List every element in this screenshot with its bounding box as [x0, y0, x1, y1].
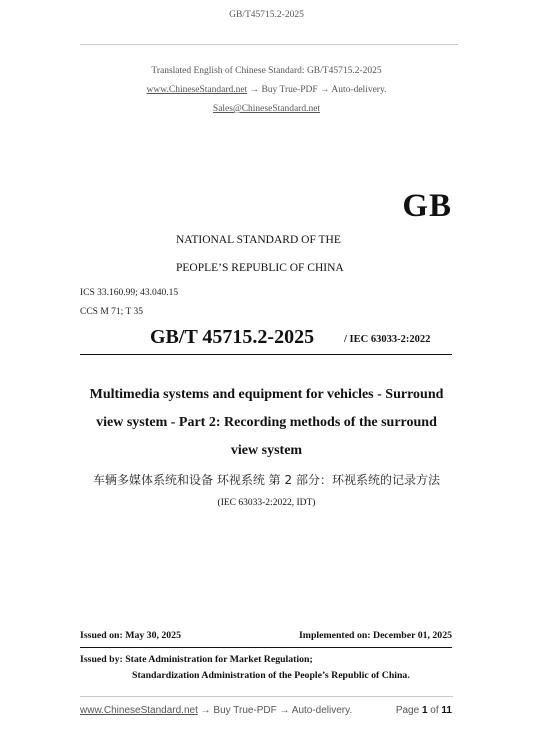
- footer-site-link[interactable]: www.ChineseStandard.net: [80, 705, 198, 716]
- issued-by-line-1: Issued by: State Administration for Market Regulation;: [80, 654, 313, 665]
- promo-line-2-text: → Buy True-PDF → Auto-delivery.: [247, 85, 387, 95]
- national-standard-line-1: NATIONAL STANDARD OF THE: [176, 234, 341, 246]
- promo-line-1: Translated English of Chinese Standard: GB/T45715.2-2025: [151, 66, 382, 76]
- idt-reference: (IEC 63033-2:2022, IDT): [217, 498, 316, 508]
- page-of: of: [430, 705, 439, 716]
- page-total: 11: [441, 705, 452, 716]
- standard-number: GB/T 45715.2-2025: [150, 326, 315, 348]
- standard-number-rule: [80, 354, 452, 355]
- gb-logo: GB: [402, 188, 452, 224]
- page-current: 1: [421, 705, 428, 716]
- issued-on: Issued on: May 30, 2025: [80, 630, 181, 641]
- header-doc-code: GB/T45715.2-2025: [229, 10, 304, 20]
- implemented-on: Implemented on: December 01, 2025: [298, 630, 452, 641]
- promo-line-3: [0, 104, 533, 114]
- footer-promo: [80, 705, 352, 716]
- promo-site-link[interactable]: www.ChineseStandard.net: [146, 85, 248, 95]
- title-en-line-2: view system - Part 2: Recording methods of the surround: [96, 415, 437, 430]
- iec-reference: / IEC 63033-2:2022: [344, 334, 431, 345]
- page-indicator: [396, 705, 452, 716]
- footer-divider: [80, 696, 453, 697]
- title-en-line-3: view system: [230, 443, 303, 458]
- promo-email-link[interactable]: Sales@ChineseStandard.net: [212, 104, 321, 114]
- title-zh: 车辆多媒体系统和设备 环视系统 第 2 部分：环视系统的记录方法: [93, 473, 440, 487]
- ics-code: ICS 33.160.99; 43.040.15: [80, 288, 179, 298]
- header-divider: [80, 44, 458, 45]
- ccs-code: CCS M 71; T 35: [80, 307, 144, 317]
- title-en-line-1: Multimedia systems and equipment for vehicles - Surround: [89, 387, 444, 402]
- footer-promo-text: → Buy True-PDF → Auto-delivery.: [197, 705, 353, 716]
- page-word: Page: [395, 705, 420, 716]
- national-standard-line-2: PEOPLE’S REPUBLIC OF CHINA: [176, 262, 344, 274]
- issue-dates-rule: [80, 647, 452, 648]
- promo-line-2: [0, 85, 533, 95]
- issued-by-line-2: Standardization Administration of the People’s Republic of China.: [132, 670, 410, 681]
